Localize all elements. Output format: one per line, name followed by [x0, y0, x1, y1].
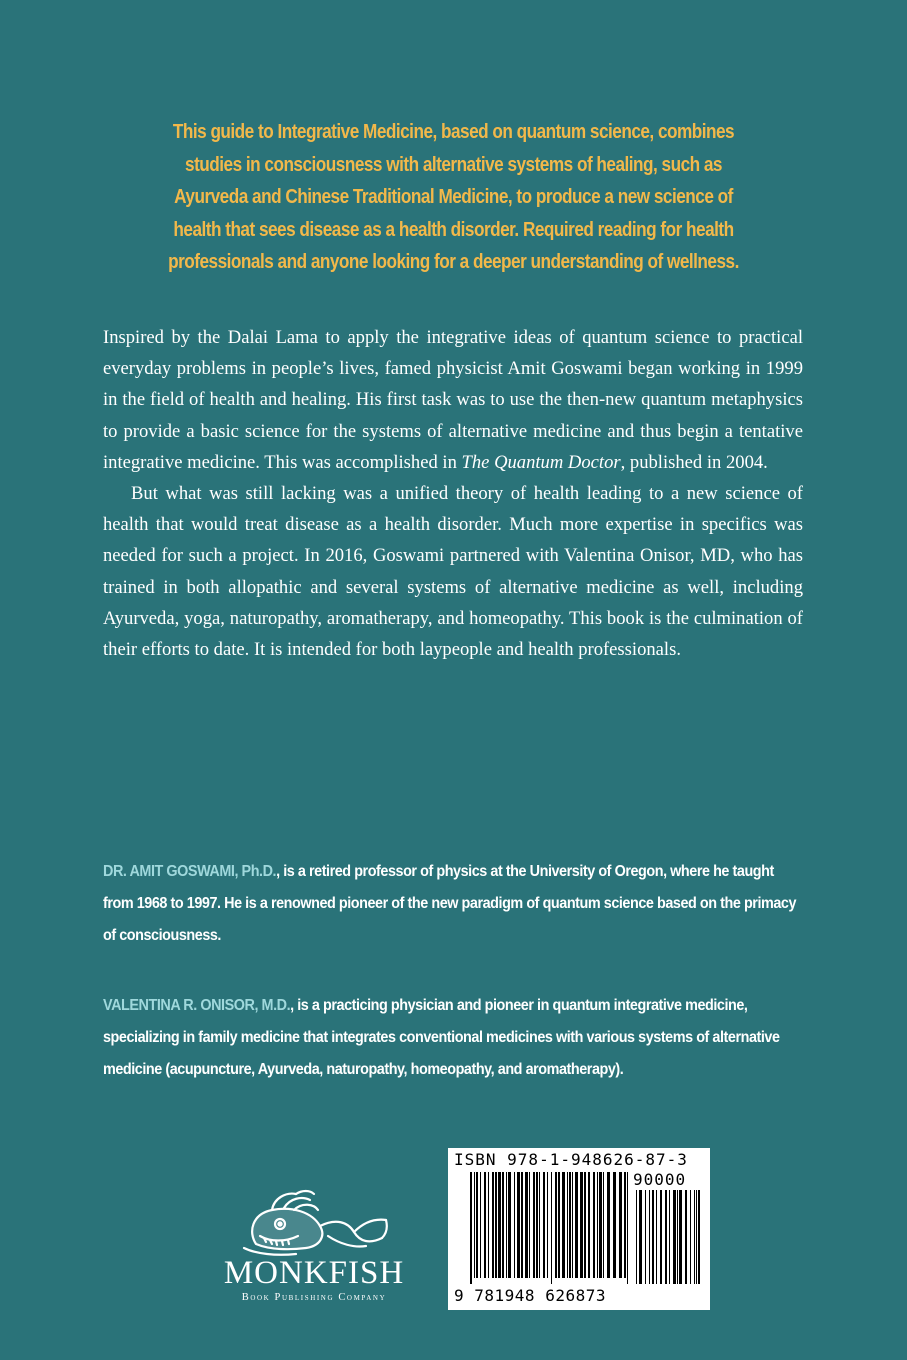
price-code: 90000 — [633, 1170, 687, 1189]
author-name-onisor: VALENTINA R. ONISOR, M.D. — [103, 997, 291, 1014]
cover-blurb: This guide to Integrative Medicine, based on quantum science, combines studies in consciousness with alternative systems of healing, such as Ayurveda and Chinese Traditional Medicine, to produce a new science of health that sees disease as a health disorder. Required reading for health professionals and anyone looking for a deeper understanding of wellness. — [168, 121, 739, 273]
author-bio-goswami — [103, 856, 805, 952]
description-paragraph-2: But what was still lacking was a unified theory of health leading to a new science of health that would treat disease as a health disorder. Much more expertise in specifics was needed for such a project. In 2016, Goswami partnered with Valentina Onisor, MD, who has trained in both allopathic and several systems of alternative medicine as well, including Ayurveda, yoga, naturopathy, aromatherapy, and homeopathy. This book is the culmination of their efforts to date. It is intended for both laypeople and health professionals. — [103, 483, 803, 661]
isbn-barcode — [448, 1148, 710, 1310]
publisher-name: MONKFISH — [223, 1255, 405, 1291]
publisher-logo — [196, 1188, 432, 1308]
barcode-digits: 9 781948 626873 — [454, 1286, 606, 1305]
author-bio-text-onisor: , is a practicing physician and pioneer in quantum integrative medicine, specializing in family medicine that integrates conventional medicines with various systems of alternative medicine (acupuncture, Ayurveda, naturopathy, homeopathy, and aromatherapy). — [103, 997, 780, 1078]
author-name-goswami: DR. AMIT GOSWAMI, Ph.D. — [103, 863, 277, 880]
author-bio-onisor — [103, 990, 805, 1086]
isbn-number: ISBN 978-1-948626-87-3 — [454, 1150, 688, 1169]
monkfish-fish-icon — [236, 1188, 392, 1258]
publisher-subtitle: Book Publishing Company — [241, 1292, 387, 1303]
book-description — [103, 322, 803, 665]
description-p1-text: Inspired by the Dalai Lama to apply the integrative ideas of quantum science to practical everyday problems in people’s lives, famed physicist Amit Goswami began working in 1999 in the field of health and healing. His first task was to use the then-new quantum metaphysics to provide a basic science for the systems of alternative medicine and thus begin a tentative integrative medicine. This was accomplished in — [103, 327, 803, 473]
author-bio-text-goswami: , is a retired professor of physics at the University of Oregon, where he taught from 1968 to 1997. He is a renowned pioneer of the new paradigm of quantum science based on the primacy of consciousness. — [103, 863, 797, 944]
description-paragraph-1 — [103, 322, 803, 478]
description-p1-end: , published in 2004. — [620, 451, 768, 473]
book-title-reference: The Quantum Doctor — [461, 451, 621, 473]
barcode-bars — [452, 1172, 706, 1286]
